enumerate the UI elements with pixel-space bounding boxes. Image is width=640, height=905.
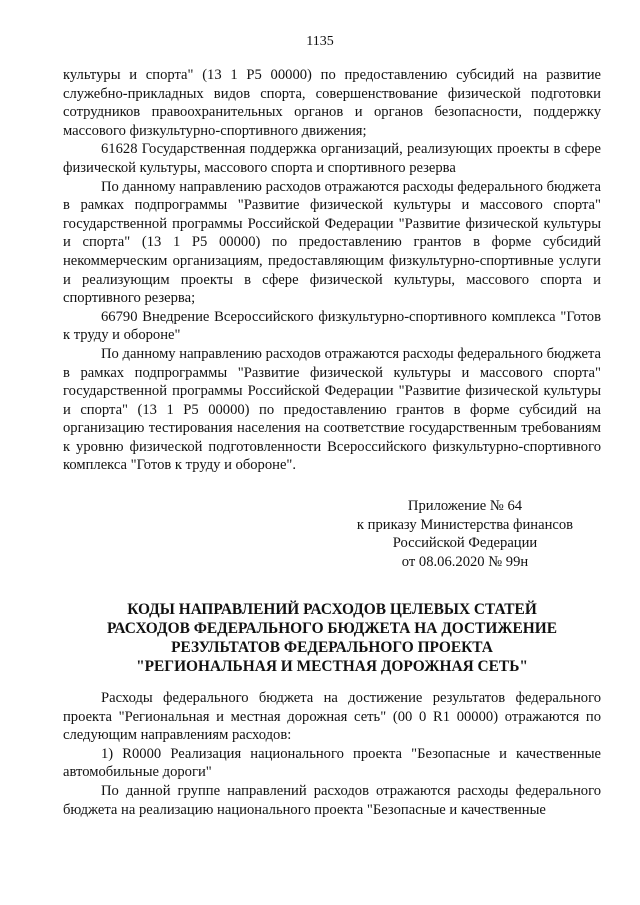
appendix-country: Российской Федерации — [392, 535, 538, 552]
title-line-4: "РЕГИОНАЛЬНАЯ И МЕСТНАЯ ДОРОЖНАЯ СЕТЬ" — [136, 658, 528, 675]
title-line-1: КОДЫ НАПРАВЛЕНИЙ РАСХОДОВ ЦЕЛЕВЫХ СТАТЕЙ — [127, 601, 537, 618]
paragraph-r0000-description: По данной группе направлений расходов отражаются расходы федерального бюджета на реализацию национального проекта "Безопасные и качественные — [63, 782, 601, 818]
appendix-order-ref: к приказу Министерства финансов — [356, 516, 574, 533]
paragraph-continuation: культуры и спорта" (13 1 Р5 00000) по предоставлению субсидий на развитие служебно-прикладных видов спорта, совершенствование физической подготовки сотрудников правоохранительных органов и органов безопасности, поддержку массового физкультурно-спортивного движения; — [63, 67, 601, 139]
appendix-date: от 08.06.2020 № 99н — [401, 553, 529, 570]
paragraph-61628-description: По данному направлению расходов отражаются расходы федерального бюджета в рамках подпрограммы "Развитие физической культуры и массового спорта" государственной программы Российской Федерации "Развитие физической культуры и спорта" (13 1 Р5 00000) по предоставлению грантов в форме субсидий некоммерческим организациям, предоставляющим физкультурно-спортивные услуги и реализующим проекты в сфере физической культуры, массового спорта и спортивного резерва; — [63, 178, 601, 307]
paragraph-code-61628: 61628 Государственная поддержка организаций, реализующих проекты в сфере физической культуры, массового спорта и спортивного резерва — [63, 141, 601, 176]
title-line-3: РЕЗУЛЬТАТОВ ФЕДЕРАЛЬНОГО ПРОЕКТА — [171, 639, 493, 656]
document-title — [63, 600, 601, 676]
paragraph-code-r0000: 1) R0000 Реализация национального проекта "Безопасные и качественные автомобильные дороги" — [63, 745, 601, 781]
paragraph-code-66790: 66790 Внедрение Всероссийского физкультурно-спортивного комплекса "Готов к труду и обороне" — [63, 308, 601, 344]
body-text-top — [63, 66, 601, 475]
paragraph-intro: Расходы федерального бюджета на достижение результатов федерального проекта "Региональная и местная дорожная сеть" (00 0 R1 00000) отражаются по следующим направлениям расходов: — [63, 690, 601, 744]
appendix-note — [340, 497, 590, 571]
appendix-number: Приложение № 64 — [407, 498, 523, 514]
paragraph-66790-description: По данному направлению расходов отражаются расходы федерального бюджета в рамках подпрограммы "Развитие физической культуры и массового спорта" государственной программы Российской Федерации "Развитие физической культуры и спорта" (13 1 Р5 00000) по предоставлению грантов в форме субсидий на организацию тестирования населения на соответствие государственным требованиям к уровню физической подготовленности Всероссийского физкультурно-спортивного комплекса "Готов к труду и обороне". — [63, 345, 601, 474]
body-text-bottom — [63, 689, 601, 819]
title-line-2: РАСХОДОВ ФЕДЕРАЛЬНОГО БЮДЖЕТА НА ДОСТИЖЕНИЕ — [106, 620, 557, 637]
page-number: 1135 — [306, 34, 334, 49]
